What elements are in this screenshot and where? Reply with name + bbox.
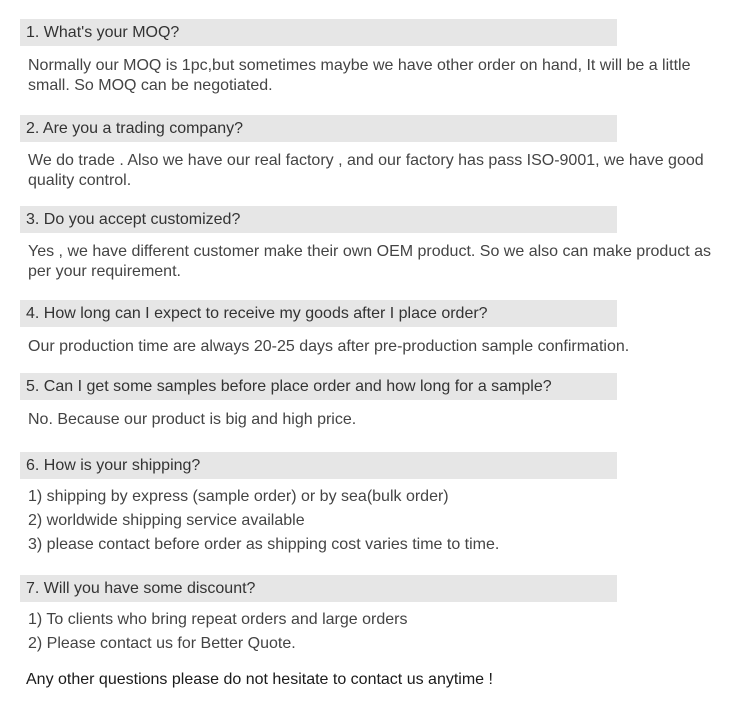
faq-answer-7-line-2: 2) Please contact us for Better Quote. — [28, 635, 296, 652]
faq-question-7: 7. Will you have some discount? — [20, 575, 617, 602]
faq-answer-6-line-3: 3) please contact before order as shipping cost varies time to time. — [28, 536, 500, 553]
faq-question-3: 3. Do you accept customized? — [20, 206, 617, 233]
faq-question-6: 6. How is your shipping? — [20, 452, 617, 479]
faq-answer-4: Our production time are always 20-25 days after pre-production sample confirmation. — [28, 338, 630, 355]
faq-answer-3: Yes , we have different customer make their own OEM product. So we also can make product as per your requirement. — [28, 243, 712, 280]
faq-answer-2: We do trade . Also we have our real factory , and our factory has pass ISO-9001, we have good quality control. — [28, 152, 704, 189]
faq-question-4: 4. How long can I expect to receive my goods after I place order? — [20, 300, 617, 327]
faq-answer-7-line-1: 1) To clients who bring repeat orders and large orders — [28, 611, 408, 628]
faq-question-2: 2. Are you a trading company? — [20, 115, 617, 142]
faq-answer-5: No. Because our product is big and high price. — [28, 411, 357, 428]
closing-note: Any other questions please do not hesitate to contact us anytime ! — [26, 671, 493, 688]
faq-question-1: 1. What's your MOQ? — [20, 19, 617, 46]
faq-answer-6-line-2: 2) worldwide shipping service available — [28, 512, 305, 529]
faq-answer-6-line-1: 1) shipping by express (sample order) or by sea(bulk order) — [28, 488, 449, 505]
faq-question-5: 5. Can I get some samples before place order and how long for a sample? — [20, 373, 617, 400]
faq-answer-1: Normally our MOQ is 1pc,but sometimes maybe we have other order on hand, It will be a little small. So MOQ can be negotiated. — [28, 57, 691, 94]
